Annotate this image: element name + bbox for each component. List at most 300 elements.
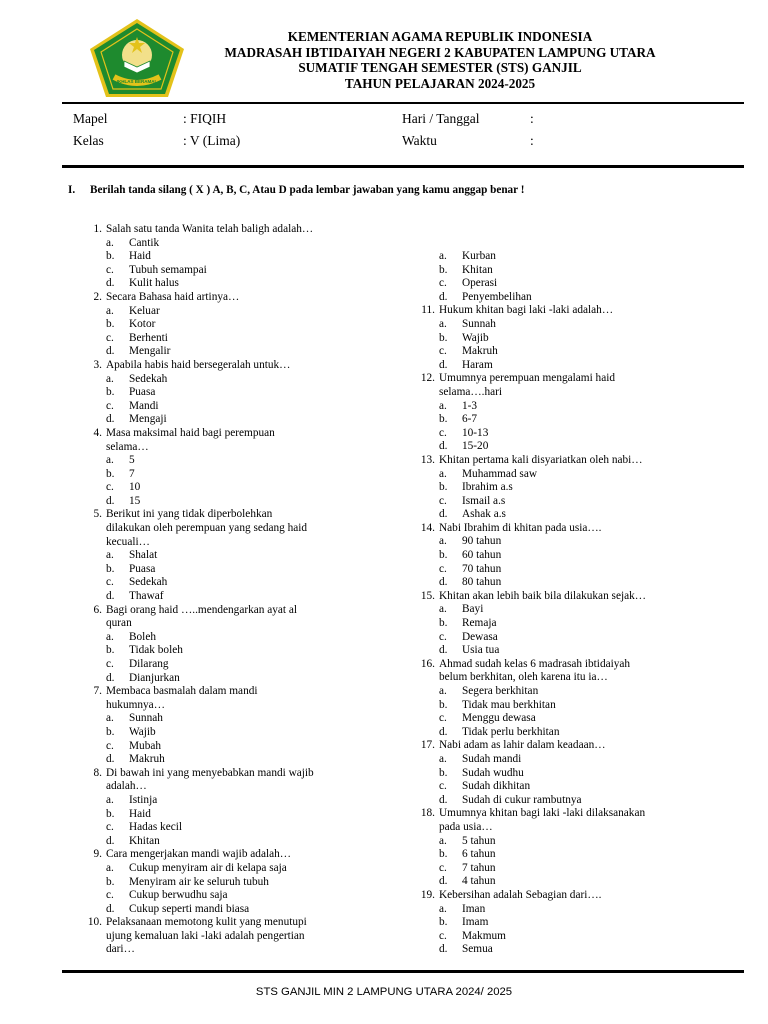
question-text-line: ujung kemaluan laki -laki adalah pengertian	[106, 929, 305, 942]
option-letter: a.	[106, 712, 114, 725]
option-letter: c.	[106, 739, 114, 752]
option-letter: b.	[106, 644, 115, 657]
option-letter: d.	[439, 358, 448, 371]
option-letter: d.	[106, 413, 115, 426]
question-text-line: Hukum khitan bagi laki -laki adalah…	[439, 304, 614, 317]
instruction-number: I.	[68, 184, 76, 196]
answer-option	[439, 400, 735, 414]
option-letter: d.	[439, 440, 448, 453]
question	[72, 604, 402, 631]
question	[72, 291, 402, 305]
kemenag-logo	[86, 17, 188, 99]
answer-option	[106, 835, 402, 849]
question	[72, 685, 402, 712]
answer-option	[439, 250, 735, 264]
answer-option	[439, 264, 735, 278]
option-letter: c.	[439, 277, 447, 290]
answer-option	[439, 413, 735, 427]
option-text: 4 tahun	[462, 875, 496, 888]
question-number: 2.	[93, 290, 102, 303]
answer-option	[439, 345, 735, 359]
option-letter: b.	[439, 848, 448, 861]
option-letter: a.	[439, 902, 447, 915]
option-text: Khitan	[462, 263, 493, 276]
question-text	[106, 685, 402, 712]
option-text: 10	[129, 481, 141, 494]
option-text: Mengalir	[129, 345, 171, 358]
option-letter: b.	[439, 413, 448, 426]
answer-option	[439, 848, 735, 862]
answer-option	[106, 726, 402, 740]
question-text	[439, 889, 735, 903]
option-letter: a.	[106, 549, 114, 562]
option-letter: b.	[106, 875, 115, 888]
option-letter: d.	[106, 834, 115, 847]
option-text: Cukup menyiram air di kelapa saja	[129, 861, 287, 874]
question-text-line: Kebersihan adalah Sebagian dari….	[439, 888, 602, 901]
question-text-line: Masa maksimal haid bagi perempuan	[106, 426, 275, 439]
option-letter: a.	[106, 372, 114, 385]
option-text: Wajib	[462, 331, 489, 344]
answer-option	[439, 767, 735, 781]
option-letter: a.	[106, 454, 114, 467]
option-letter: b.	[106, 250, 115, 263]
question-text	[106, 508, 402, 549]
option-text: Berhenti	[129, 331, 168, 344]
option-text: Khitan	[129, 834, 160, 847]
question-number: 7.	[93, 685, 102, 698]
option-letter: b.	[106, 562, 115, 575]
hari-value: :	[530, 111, 534, 126]
option-letter: a.	[439, 467, 447, 480]
answer-option	[106, 454, 402, 468]
question-text	[439, 658, 735, 685]
question-text-line: Secara Bahasa haid artinya…	[106, 290, 240, 303]
question	[72, 427, 402, 454]
question	[405, 372, 735, 399]
header-ministry: KEMENTERIAN AGAMA REPUBLIK INDONESIA	[287, 29, 593, 44]
question-text	[439, 739, 735, 753]
answer-option	[439, 930, 735, 944]
answer-option	[106, 889, 402, 903]
option-letter: c.	[106, 821, 114, 834]
answer-option	[439, 835, 735, 849]
option-letter: b.	[439, 331, 448, 344]
instruction-text: Berilah tanda silang ( X ) A, B, C, Atau D pada lembar jawaban yang kamu anggap benar !	[90, 184, 525, 196]
answer-option	[439, 481, 735, 495]
question-text	[439, 807, 735, 834]
question-text-line: selama…	[106, 440, 149, 453]
question-text-line: Nabi adam as lahir dalam keadaan…	[439, 739, 606, 752]
answer-option	[439, 468, 735, 482]
option-text: Haram	[462, 358, 493, 371]
question-text-line: Nabi Ibrahim di khitan pada usia….	[439, 521, 602, 534]
question-text-line: dilakukan oleh perempuan yang sedang haid	[106, 522, 308, 535]
answer-option	[439, 535, 735, 549]
option-text: 6 tahun	[462, 848, 496, 861]
option-letter: c.	[106, 399, 114, 412]
meta-divider	[62, 165, 744, 168]
option-letter: d.	[439, 875, 448, 888]
answer-option	[439, 685, 735, 699]
answer-option	[439, 875, 735, 889]
option-text: Imam	[462, 916, 489, 929]
answer-option	[439, 631, 735, 645]
answer-option	[439, 943, 735, 957]
question-text	[439, 590, 735, 604]
option-text: Kulit halus	[129, 277, 179, 290]
question-number: 13.	[420, 453, 435, 466]
question-text-line: Cara mengerjakan mandi wajib adalah…	[106, 848, 292, 861]
option-letter: c.	[439, 345, 447, 358]
waktu-label: Waktu	[402, 133, 437, 148]
option-text: 7 tahun	[462, 861, 496, 874]
option-letter: d.	[439, 943, 448, 956]
answer-option	[439, 332, 735, 346]
option-text: Dewasa	[462, 630, 498, 643]
answer-option	[439, 508, 735, 522]
kelas-label: Kelas	[73, 133, 104, 148]
question-number: 19.	[420, 888, 435, 901]
question-number: 11.	[421, 304, 435, 317]
answer-option	[106, 576, 402, 590]
answer-option	[439, 291, 735, 305]
mapel-label: Mapel	[73, 111, 108, 126]
question-text-line: Umumnya khitan bagi laki -laki dilaksanakan	[439, 807, 646, 820]
option-text: Makruh	[462, 345, 498, 358]
footer-divider	[62, 970, 744, 973]
option-letter: b.	[439, 617, 448, 630]
option-letter: a.	[439, 317, 447, 330]
question-text-line: dari…	[106, 943, 135, 956]
answer-option	[439, 753, 735, 767]
kelas-value: : V (Lima)	[183, 133, 241, 148]
option-text: Cukup seperti mandi biasa	[129, 902, 250, 915]
option-text: Haid	[129, 250, 151, 263]
answer-option	[439, 427, 735, 441]
option-text: Bayi	[462, 603, 484, 616]
option-text: Haid	[129, 807, 151, 820]
option-letter: a.	[106, 793, 114, 806]
waktu-value: :	[530, 133, 534, 148]
question-number: 14.	[420, 521, 435, 534]
answer-option	[439, 549, 735, 563]
option-letter: d.	[106, 494, 115, 507]
option-text: Mengaji	[129, 413, 167, 426]
option-letter: b.	[439, 916, 448, 929]
answer-option	[106, 468, 402, 482]
option-text: Segera berkhitan	[462, 685, 539, 697]
answer-option	[106, 903, 402, 917]
answer-option	[439, 903, 735, 917]
option-letter: d.	[106, 671, 115, 684]
option-letter: d.	[439, 508, 448, 521]
answer-option	[106, 237, 402, 251]
question-number: 5.	[93, 508, 102, 521]
header-exam: SUMATIF TENGAH SEMESTER (STS) GANJIL	[298, 60, 582, 76]
question-text	[106, 604, 402, 631]
question-number: 18.	[420, 807, 435, 820]
answer-option	[439, 359, 735, 373]
question-number: 4.	[93, 426, 102, 439]
question-text-line: Membaca basmalah dalam mandi	[106, 685, 258, 698]
option-letter: a.	[439, 752, 447, 765]
question-text-line: kecuali…	[106, 535, 150, 548]
answer-option	[106, 373, 402, 387]
option-text: Muhammad saw	[462, 467, 537, 480]
answer-option	[106, 808, 402, 822]
option-text: Sunnah	[129, 712, 163, 725]
question-number: 12.	[420, 372, 435, 385]
answer-option	[106, 644, 402, 658]
answer-option	[106, 753, 402, 767]
option-text: Ibrahim a.s	[462, 481, 513, 494]
option-text: Puasa	[129, 562, 156, 575]
option-letter: d.	[106, 345, 115, 358]
option-text: Istinja	[129, 793, 158, 806]
question-number: 9.	[93, 848, 102, 861]
option-text: Mubah	[129, 739, 162, 752]
answer-option	[106, 277, 402, 291]
option-letter: c.	[106, 481, 114, 494]
option-text: Sunnah	[462, 317, 496, 330]
option-text: Menyiram air ke seluruh tubuh	[129, 875, 269, 888]
question-text-line: Umumnya perempuan mengalami haid	[439, 372, 615, 385]
option-letter: a.	[106, 630, 114, 643]
answer-option	[106, 250, 402, 264]
question-number: 1.	[93, 223, 102, 235]
question	[72, 223, 402, 237]
question-text-line: Khitan pertama kali disyariatkan oleh nabi…	[439, 453, 643, 466]
answer-option	[439, 726, 735, 740]
option-text: Penyembelihan	[462, 290, 532, 303]
option-letter: c.	[439, 494, 447, 507]
question-text-line: Pelaksanaan memotong kulit yang menutupi	[106, 916, 307, 929]
option-letter: c.	[106, 331, 114, 344]
answer-option	[106, 821, 402, 835]
question-column-right	[405, 250, 735, 957]
option-letter: b.	[106, 807, 115, 820]
question-text-line: pada usia…	[439, 820, 493, 833]
question-text	[106, 767, 402, 794]
option-text: Sedekah	[129, 372, 168, 385]
option-letter: a.	[439, 250, 447, 262]
question-text-line: belum berkhitan, oleh karena itu ia…	[439, 671, 608, 684]
option-text: Sudah wudhu	[462, 766, 524, 779]
option-letter: a.	[439, 535, 447, 548]
answer-option	[439, 780, 735, 794]
answer-option	[106, 672, 402, 686]
option-letter: a.	[106, 861, 114, 874]
answer-option	[439, 277, 735, 291]
option-letter: d.	[106, 590, 115, 603]
answer-option	[106, 631, 402, 645]
option-letter: b.	[106, 386, 115, 399]
question-text-line: Khitan akan lebih baik bila dilakukan sejak…	[439, 589, 647, 602]
option-text: Sudah mandi	[462, 752, 522, 765]
option-text: Kotor	[129, 318, 156, 331]
option-text: Sudah di cukur rambutnya	[462, 793, 582, 806]
question-text-line: Apabila habis haid bersegeralah untuk…	[106, 358, 291, 371]
option-letter: d.	[439, 290, 448, 303]
answer-option	[439, 862, 735, 876]
option-letter: c.	[106, 889, 114, 902]
option-text: Mandi	[129, 399, 159, 412]
question	[72, 359, 402, 373]
option-text: Makmum	[462, 929, 506, 942]
question-number: 3.	[93, 358, 102, 371]
option-text: Operasi	[462, 277, 498, 290]
question	[405, 522, 735, 536]
option-text: Wajib	[129, 725, 156, 738]
answer-option	[439, 318, 735, 332]
question-text-line: Berikut ini yang tidak diperbolehkan	[106, 508, 273, 521]
option-letter: b.	[106, 318, 115, 331]
option-text: Boleh	[129, 630, 156, 643]
option-text: Iman	[462, 902, 486, 915]
answer-option	[439, 617, 735, 631]
answer-option	[106, 400, 402, 414]
answer-option	[106, 549, 402, 563]
option-letter: c.	[439, 929, 447, 942]
question-text	[106, 916, 402, 957]
option-letter: a.	[106, 236, 114, 249]
question-text-line: hukumnya…	[106, 698, 165, 711]
question-text-line: Bagi orang haid …..mendengarkan ayat al	[106, 603, 298, 616]
option-text: Ashak a.s	[462, 508, 506, 521]
answer-option	[106, 712, 402, 726]
option-text: 90 tahun	[462, 535, 502, 548]
answer-option	[439, 794, 735, 808]
option-text: Kurban	[462, 250, 496, 262]
option-letter: d.	[439, 725, 448, 738]
question	[72, 767, 402, 794]
option-text: 15	[129, 494, 141, 507]
option-letter: c.	[439, 780, 447, 793]
option-letter: d.	[439, 644, 448, 657]
option-text: 15-20	[462, 440, 489, 453]
answer-option	[106, 495, 402, 509]
option-text: Tidak perlu berkhitan	[462, 725, 560, 738]
question-text-line: Ahmad sudah kelas 6 madrasah ibtidaiyah	[439, 657, 631, 670]
question-column-left	[72, 223, 402, 957]
answer-option	[106, 413, 402, 427]
question-text-line: selama….hari	[439, 385, 503, 398]
answer-option	[106, 318, 402, 332]
option-text: Puasa	[129, 386, 156, 399]
document-header	[200, 29, 680, 91]
option-text: Sedekah	[129, 576, 168, 589]
option-letter: d.	[106, 753, 115, 766]
option-letter: b.	[106, 725, 115, 738]
question-number: 10.	[87, 916, 102, 929]
question-number: 16.	[420, 657, 435, 670]
option-text: Makruh	[129, 753, 165, 766]
answer-option	[439, 576, 735, 590]
question	[405, 454, 735, 468]
option-text: Sudah dikhitan	[462, 780, 531, 793]
answer-option	[106, 305, 402, 319]
answer-option	[106, 740, 402, 754]
question-text	[106, 427, 402, 454]
option-text: Tidak mau berkhitan	[462, 698, 556, 711]
question	[405, 739, 735, 753]
header-year: TAHUN PELAJARAN 2024-2025	[344, 75, 536, 91]
answer-option	[106, 794, 402, 808]
option-text: 70 tahun	[462, 562, 502, 575]
option-letter: c.	[106, 263, 114, 276]
option-letter: a.	[439, 685, 447, 697]
answer-option	[439, 699, 735, 713]
question-number: 6.	[93, 603, 102, 616]
option-letter: c.	[439, 630, 447, 643]
option-text: 5 tahun	[462, 834, 496, 847]
question-number: 17.	[420, 739, 435, 752]
answer-option	[106, 590, 402, 604]
option-text: Tubuh semampai	[129, 263, 207, 276]
answer-option	[106, 332, 402, 346]
option-text: Usia tua	[462, 644, 500, 657]
option-text: Semua	[462, 943, 493, 956]
question-text	[106, 223, 402, 237]
answer-option	[439, 712, 735, 726]
answer-option	[106, 563, 402, 577]
question-text	[439, 522, 735, 536]
answer-option	[106, 345, 402, 359]
instruction	[68, 184, 524, 196]
question	[405, 807, 735, 834]
mapel-value: : FIQIH	[183, 111, 227, 126]
question	[405, 304, 735, 318]
option-letter: d.	[439, 793, 448, 806]
question-number: 8.	[93, 766, 102, 779]
question-text	[439, 372, 735, 399]
answer-option	[106, 658, 402, 672]
option-text: 1-3	[462, 399, 478, 412]
header-school: MADRASAH IBTIDAIYAH NEGERI 2 KABUPATEN LAMPUNG UTARA	[224, 44, 656, 60]
answer-option	[106, 264, 402, 278]
option-letter: a.	[439, 399, 447, 412]
option-text: Cantik	[129, 236, 160, 249]
answer-option	[106, 876, 402, 890]
answer-option	[439, 495, 735, 509]
answer-option	[439, 440, 735, 454]
question	[72, 508, 402, 549]
option-letter: c.	[439, 861, 447, 874]
question-text-line: quran	[106, 617, 132, 630]
question	[72, 848, 402, 862]
option-text: Dianjurkan	[129, 671, 180, 684]
question-text	[439, 454, 735, 468]
option-text: Remaja	[462, 617, 497, 630]
option-letter: c.	[106, 658, 114, 670]
hari-label: Hari / Tanggal	[402, 111, 480, 126]
option-letter: a.	[106, 304, 114, 317]
footer-text: STS GANJIL MIN 2 LAMPUNG UTARA 2024/ 2025	[255, 986, 513, 998]
option-letter: d.	[106, 277, 115, 290]
option-text: 80 tahun	[462, 576, 502, 589]
option-letter: c.	[439, 562, 447, 575]
question-text-line: Salah satu tanda Wanita telah baligh adalah…	[106, 223, 314, 235]
answer-option	[106, 862, 402, 876]
option-text: 10-13	[462, 426, 489, 439]
option-text: Keluar	[129, 304, 160, 317]
header-divider	[62, 102, 744, 104]
option-text: Dilarang	[129, 658, 169, 670]
option-text: Ismail a.s	[462, 494, 506, 507]
answer-option	[439, 563, 735, 577]
option-text: 60 tahun	[462, 549, 502, 562]
